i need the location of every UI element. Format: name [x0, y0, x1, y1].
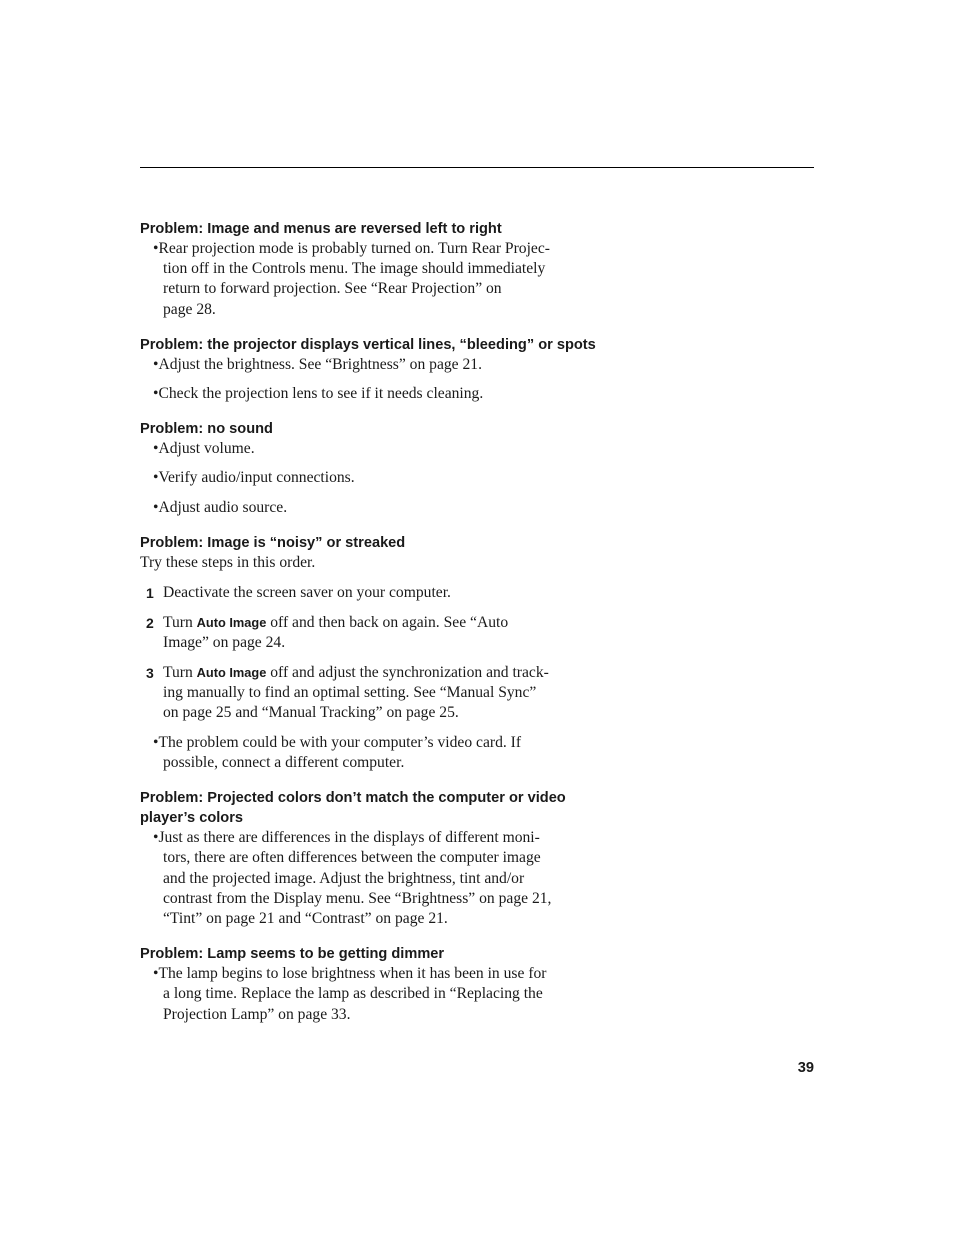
- step-item: 2 Turn Auto Image off and then back on again. See “Auto Image” on page 24.: [146, 613, 509, 651]
- bullet-item: •Rear projection mode is probably turned on. Turn Rear Projec- tion off in the Controls menu. The image should immediately return to forward projection. See “Rear Projection” on page 28.: [153, 240, 550, 318]
- section-no-sound: [140, 419, 610, 518]
- section-heading: Problem: Image is “noisy” or streaked: [140, 534, 406, 551]
- section-noisy-image: [140, 533, 610, 773]
- ui-term: Auto Image: [196, 614, 267, 630]
- section-heading: Problem: the projector displays vertical lines, “bleeding” or spots: [140, 336, 596, 353]
- step-number: 3: [146, 664, 154, 681]
- bullet-item: •Verify audio/input connections.: [153, 469, 355, 487]
- header-rule: [140, 167, 814, 168]
- section-reversed-image: [140, 219, 610, 320]
- bullet-item: •Just as there are differences in the displays of different moni- tors, there are often differences between the computer image and the projected image. Adjust the brightness, tint and/or contrast from the Display menu. See “Brightness” on page 21, “Tint” on page 21 and “Contrast” on page 21.: [153, 829, 552, 927]
- page-number: 39: [797, 1060, 814, 1076]
- section-heading: Problem: Projected colors don’t match the computer or video player’s colors: [140, 790, 566, 827]
- bullet-item: •Adjust volume.: [153, 440, 255, 458]
- section-vertical-lines: [140, 335, 610, 404]
- section-intro: Try these steps in this order.: [140, 553, 316, 571]
- section-color-mismatch: [140, 788, 610, 929]
- bullet-item: •Adjust the brightness. See “Brightness” on page 21.: [153, 355, 482, 373]
- page-content: [140, 219, 610, 1025]
- bullet-item: •The problem could be with your computer’s video card. If possible, connect a different computer.: [153, 733, 522, 771]
- step-number: 1: [146, 585, 154, 602]
- ui-term: Auto Image: [196, 664, 267, 680]
- bullet-item: •The lamp begins to lose brightness when it has been in use for a long time. Replace the lamp as described in “Replacing the Projection Lamp” on page 33.: [153, 965, 547, 1023]
- bullet-item: •Adjust audio source.: [153, 498, 288, 516]
- step-item: 3 Turn Auto Image off and adjust the synchronization and track- ing manually to find an optimal setting. See “Manual Sync” on page 25 and “Manual Tracking” on page 25.: [146, 663, 549, 722]
- bullet-item: •Check the projection lens to see if it needs cleaning.: [153, 385, 484, 403]
- section-heading: Problem: no sound: [140, 421, 273, 438]
- step-item: [140, 583, 610, 603]
- step-number: 2: [146, 614, 154, 631]
- section-heading: Problem: Lamp seems to be getting dimmer: [140, 946, 445, 963]
- section-heading: Problem: Image and menus are reversed left to right: [140, 221, 502, 237]
- section-lamp-dimmer: [140, 944, 610, 1025]
- step-text: Deactivate the screen saver on your computer.: [163, 584, 451, 602]
